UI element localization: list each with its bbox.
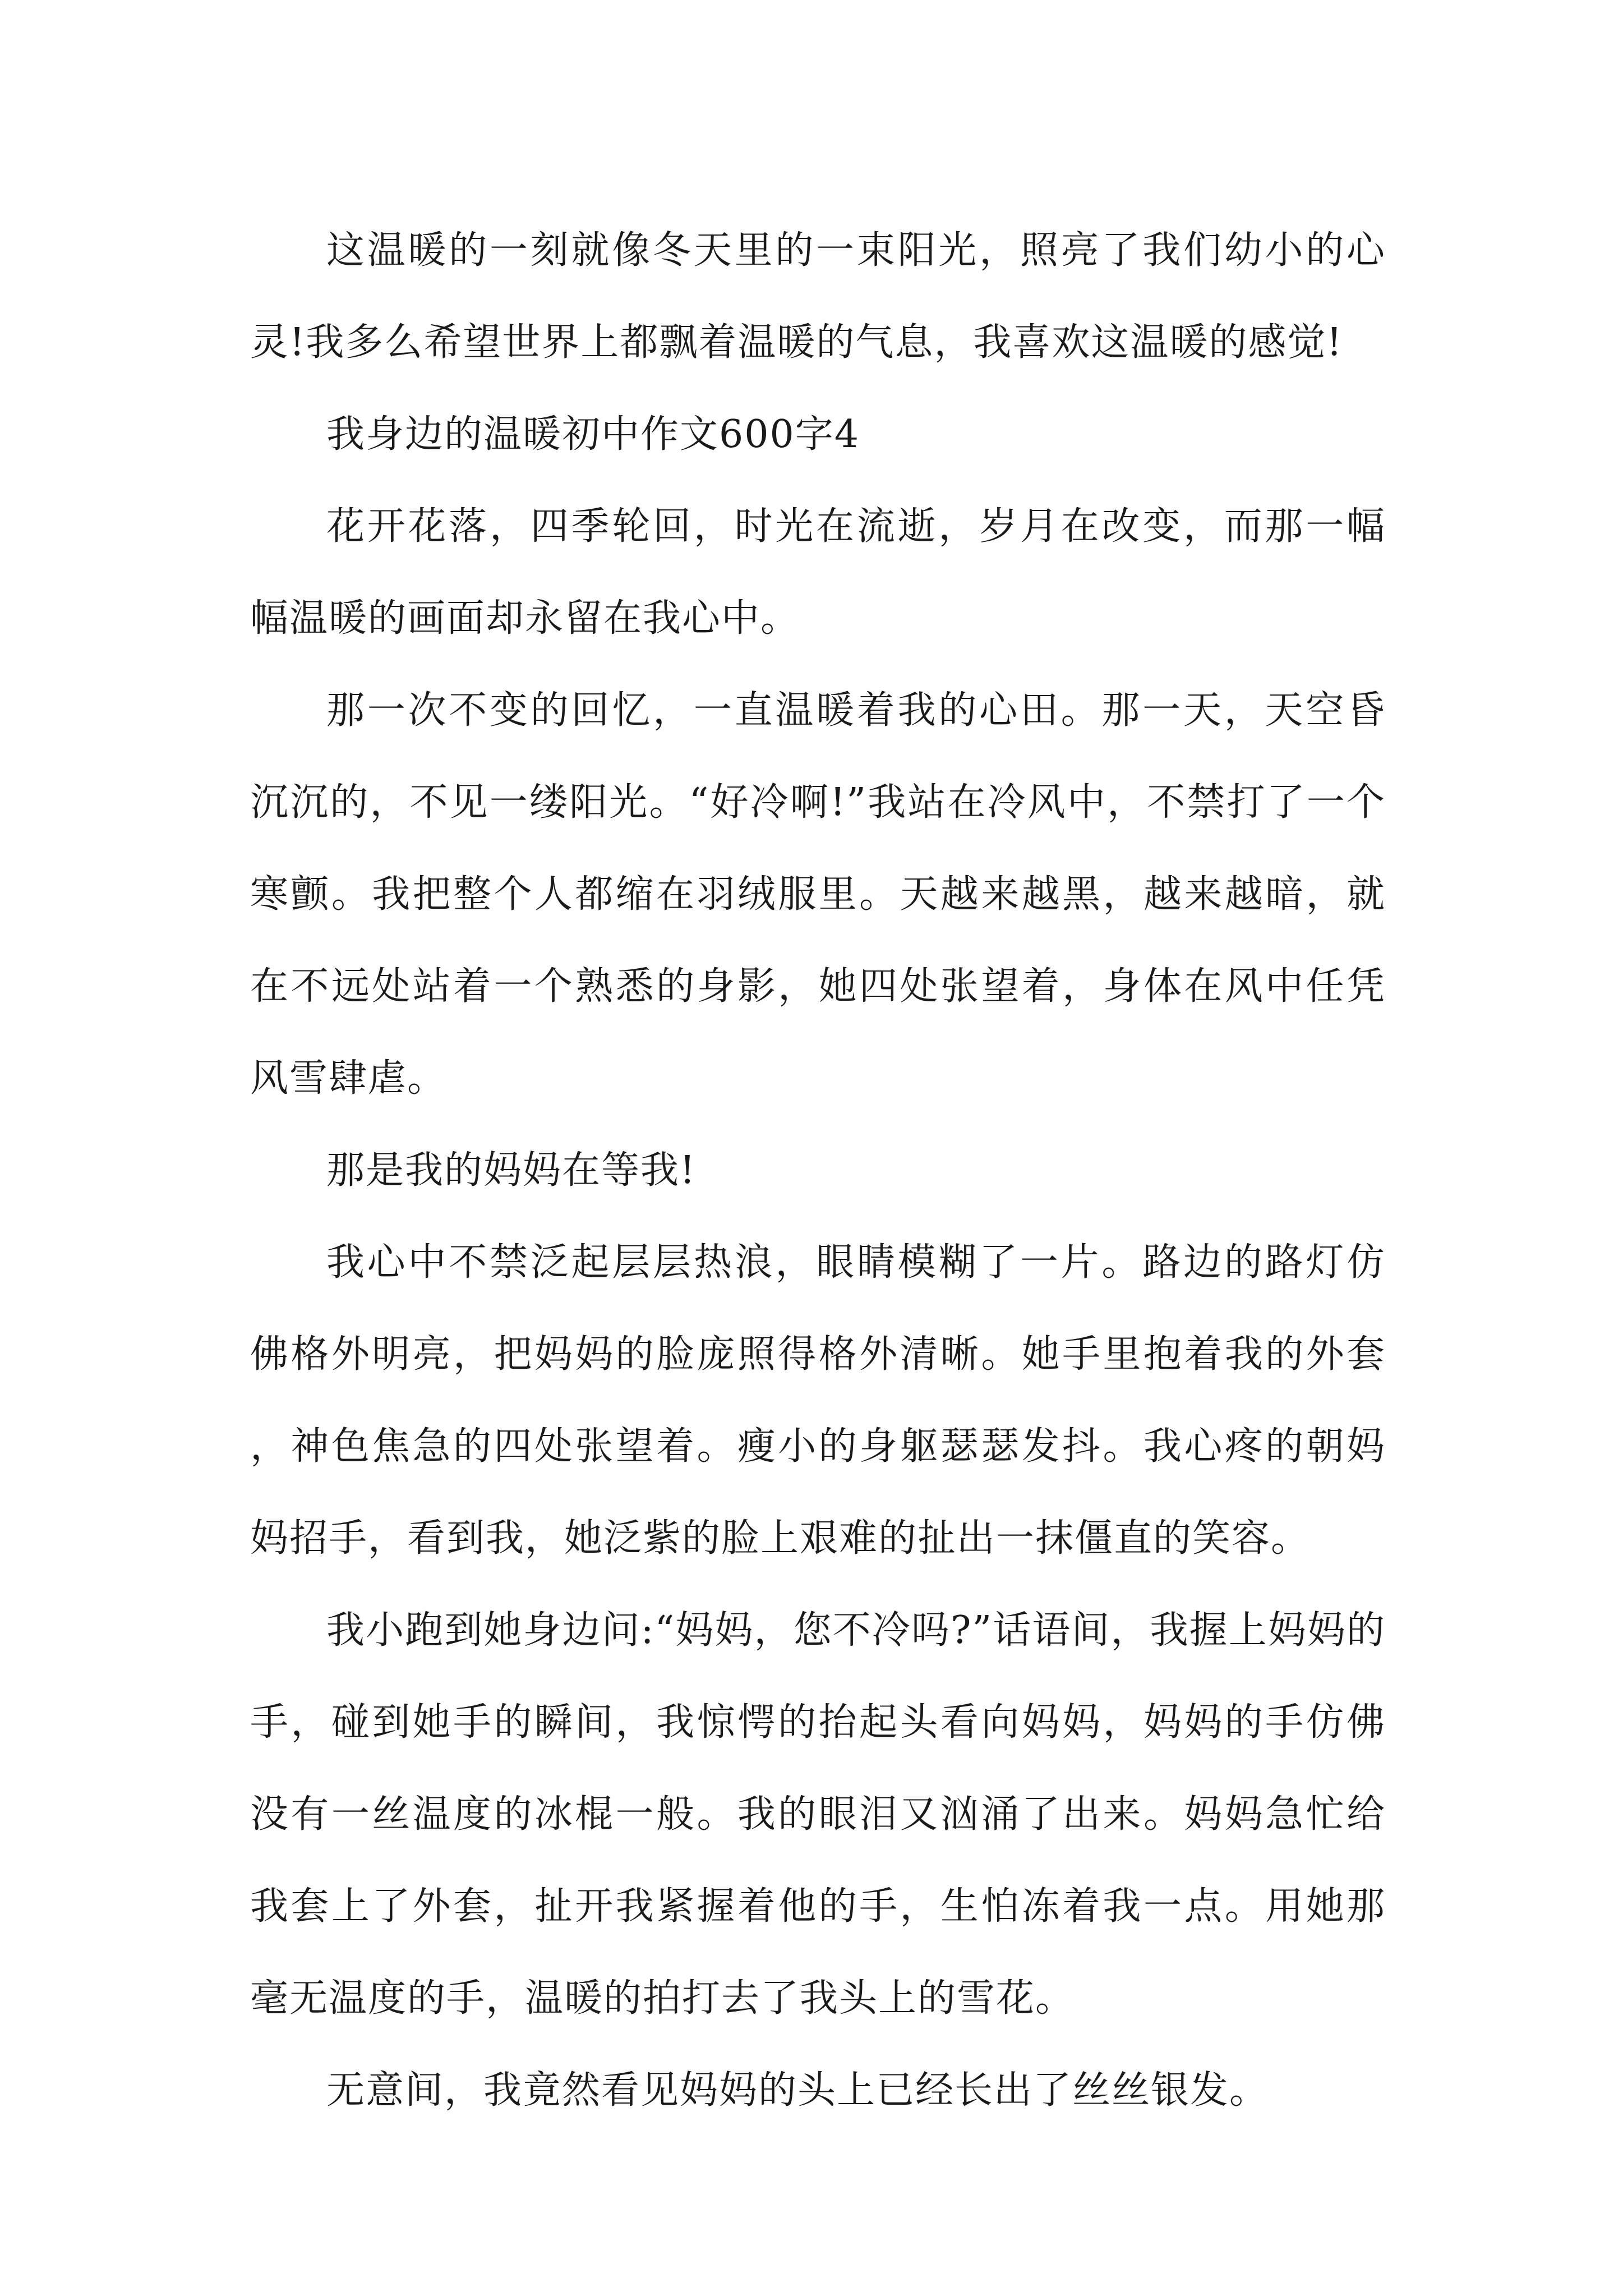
document-body [250,205,1386,2137]
paragraph-4: 那一次不变的回忆，一直温暖着我的心田。那一天，天空昏沉沉的，不见一缕阳光。“好冷啊!”我站在冷风中，不禁打了一个寒颤。我把整个人都缩在羽绒服里。天越来越黑，越来越暗，就在不远处站着一个熟悉的身影，她四处张望着，身体在风中任凭风雪肆虐。 [250,688,1386,1101]
paragraph-3: 花开花落，四季轮回，时光在流逝，岁月在改变，而那一幅幅温暖的画面却永留在我心中。 [250,504,1386,641]
paragraph-8: 无意间，我竟然看见妈妈的头上已经长出了丝丝银发。 [326,2068,1269,2113]
paragraph-5: 那是我的妈妈在等我! [326,1148,697,1193]
paragraph-1: 这温暖的一刻就像冬天里的一束阳光，照亮了我们幼小的心灵!我多么希望世界上都飘着温暖的气息，我喜欢这温暖的感觉! [250,228,1386,365]
essay-heading: 我身边的温暖初中作文600字4 [326,412,860,457]
paragraph-6: 我心中不禁泛起层层热浪，眼睛模糊了一片。路边的路灯仿佛格外明亮，把妈妈的脸庞照得格外清晰。她手里抱着我的外套，神色焦急的四处张望着。瘦小的身躯瑟瑟发抖。我心疼的朝妈妈招手，看到我，她泛紫的脸上艰难的扯出一抹僵直的笑容。 [250,1240,1386,1561]
paragraph-7: 我小跑到她身边问:“妈妈，您不冷吗?”话语间，我握上妈妈的手，碰到她手的瞬间，我惊愕的抬起头看向妈妈，妈妈的手仿佛没有一丝温度的冰棍一般。我的眼泪又汹涌了出来。妈妈急忙给我套上了外套，扯开我紧握着他的手，生怕冻着我一点。用她那毫无温度的手，温暖的拍打去了我头上的雪花。 [250,1608,1386,2021]
